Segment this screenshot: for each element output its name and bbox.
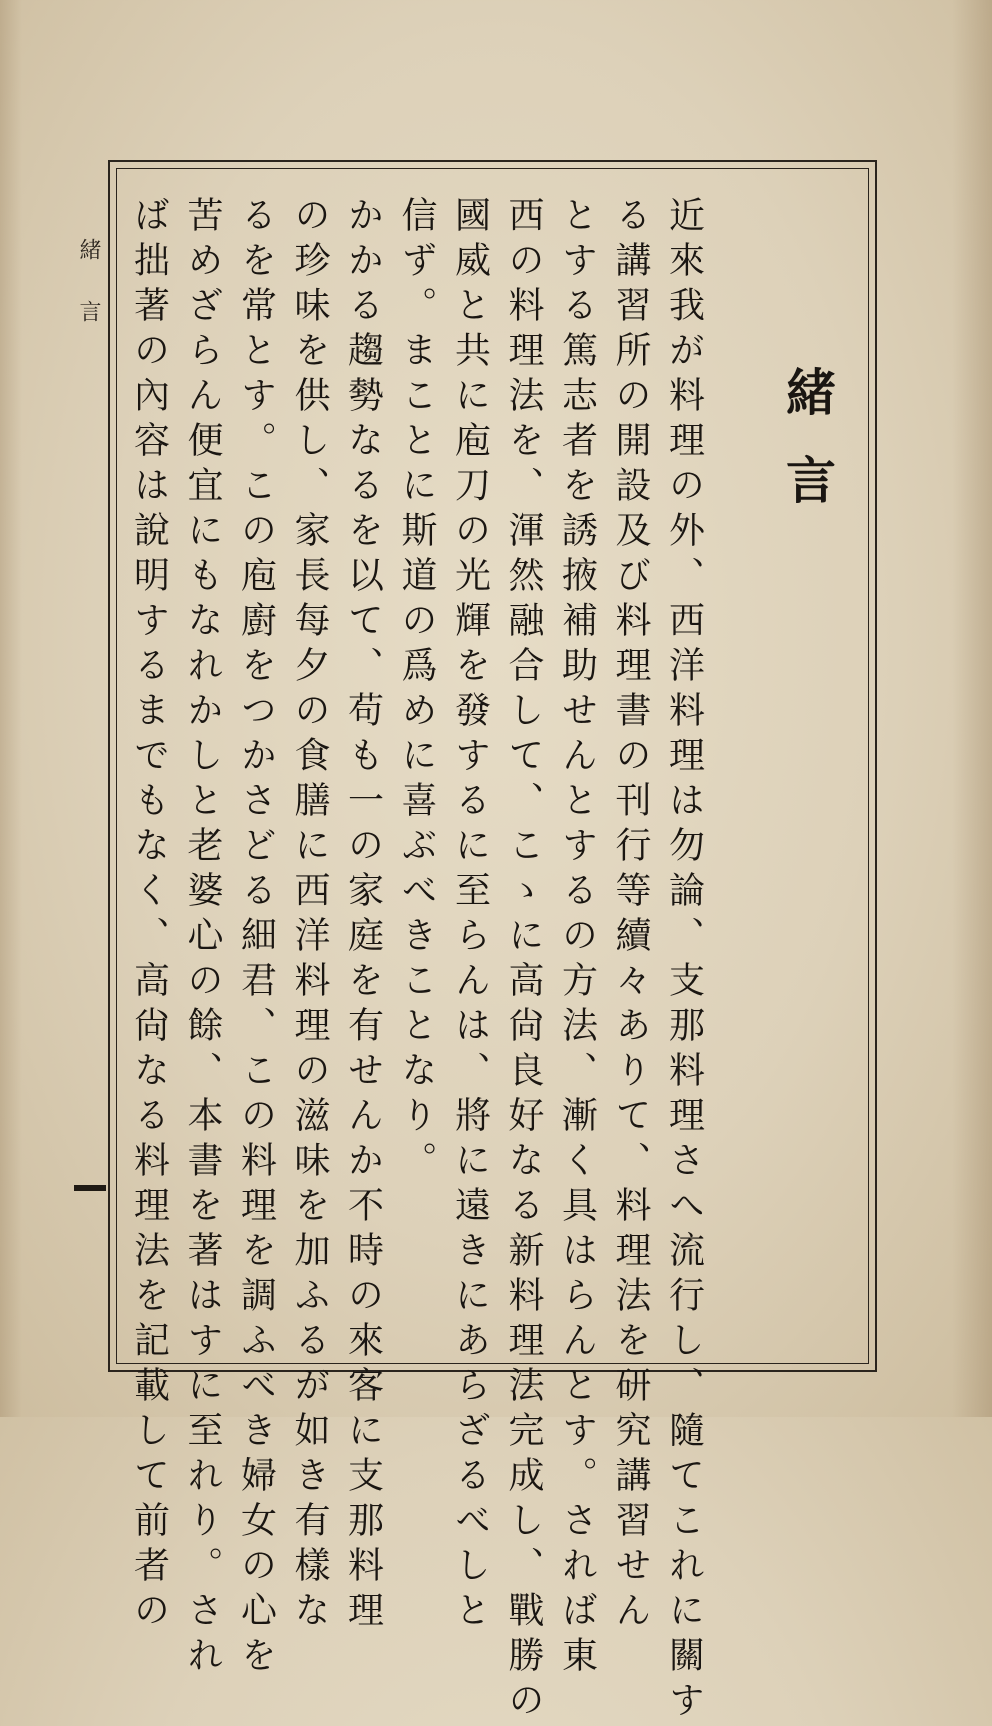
text-line: 國威と共に庖刀の光輝を發するに至らんは、將に遠きにあらざるべしと [449, 196, 491, 1636]
text-line: の珍味を供し、家長每夕の食膳に西洋料理の滋味を加ふるが如き有樣な [289, 196, 330, 1636]
preface-body [128, 196, 860, 1726]
page-number [74, 1185, 106, 1191]
text-line: 苦めざらん便宜にもなれかしと老婆心の餘、本書を著はすに至れり。され [182, 196, 223, 1681]
preface-title: 緒言 [778, 366, 837, 542]
running-head: 緒言 [76, 238, 101, 362]
text-line: る講習所の開設及び料理書の刊行等續々ありて、料理法を研究講習せん [610, 196, 651, 1636]
text-line: 西の料理法を、渾然融合して、こゝに高尙良好なる新料理法完成し、戰勝の [503, 196, 544, 1726]
text-line: ば拙著の內容は說明するまでもなく、高尙なる料理法を記載して前者の [128, 196, 170, 1636]
text-line: とする篤志者を誘掖補助せんとするの方法、漸く具はらんとす。されば東 [556, 196, 598, 1681]
text-line: 信ず。まことに斯道の爲めに喜ぶべきことなり。 [396, 196, 437, 1186]
text-line: 近來我が料理の外、西洋料理は勿論、支那料理さへ流行し、隨てこれに關す [663, 196, 705, 1726]
text-line: るを常とす。この庖廚をつかさどる細君、この料理を調ふべき婦女の心を [235, 196, 277, 1681]
page-edge-shadow-right [952, 0, 992, 1417]
text-line: かかる趨勢なるを以て、苟も一の家庭を有せんか不時の來客に支那料理 [342, 196, 384, 1636]
page-edge-shadow-left [0, 0, 22, 1417]
